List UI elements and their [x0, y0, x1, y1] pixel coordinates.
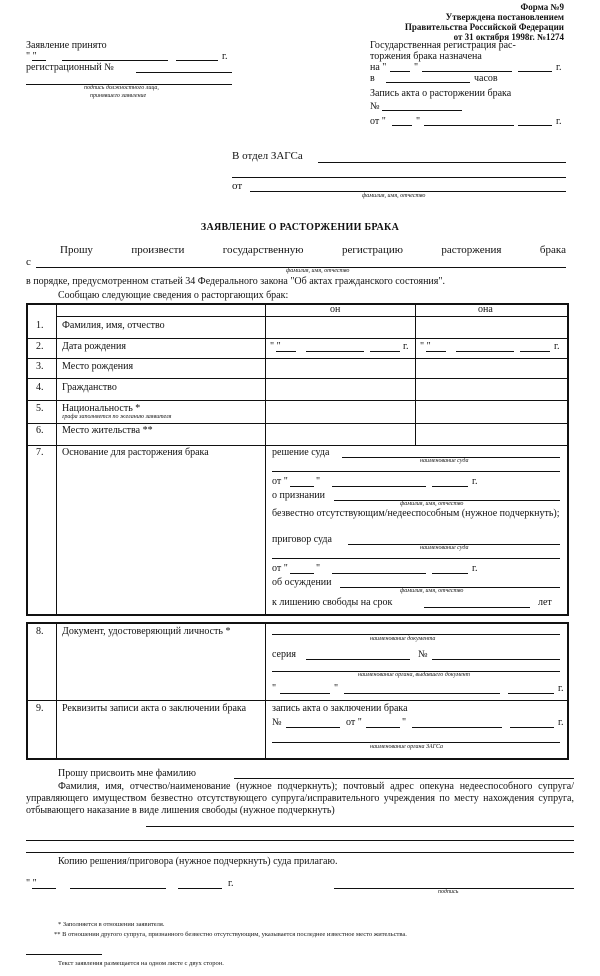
she-birth-month-line[interactable] — [456, 351, 514, 352]
row-number: 4. — [36, 382, 44, 393]
guardian-info-line-2[interactable] — [26, 840, 574, 841]
row-number: 5. — [36, 403, 44, 414]
decision-year-suffix: г. — [472, 476, 478, 487]
verdict-day-line[interactable] — [290, 573, 314, 574]
divorce-record-year-suffix: г. — [556, 116, 562, 127]
decision-date-label: от " — [272, 476, 288, 487]
application-received-label: Заявление принято — [26, 40, 107, 51]
recognition-label: о признании — [272, 490, 325, 501]
scheduled-year-suffix: г. — [556, 62, 562, 73]
divorce-record-day-line[interactable] — [392, 125, 412, 126]
zags-office-line-2[interactable] — [232, 177, 566, 178]
row-number: 7. — [36, 447, 44, 458]
marriage-record-month-line[interactable] — [412, 727, 502, 728]
row8-number: 8. — [36, 626, 44, 637]
signature-year-suffix: г. — [228, 878, 234, 889]
footnote-3: Текст заявления размещается на одном листе с двух сторон. — [58, 960, 224, 967]
identity-doc-line[interactable] — [272, 634, 560, 635]
approval-line-3: от 31 октября 1998г. №1274 — [453, 32, 564, 42]
copy-attached-text: Копию решения/приговора (нужное подчеркнуть) суда прилагаю. — [58, 856, 338, 867]
footnote-separator — [26, 954, 102, 955]
marriage-record-year-line[interactable] — [510, 727, 554, 728]
zags-office-line[interactable] — [318, 162, 566, 163]
signature-caption: подпись — [438, 889, 459, 895]
scheduled-day-line[interactable] — [390, 71, 410, 72]
verdict-year-line[interactable] — [432, 573, 468, 574]
he-birth-day-line[interactable] — [276, 351, 296, 352]
row-label: Основание для расторжения брака — [62, 447, 209, 458]
request-word-5: расторжения — [441, 244, 502, 256]
she-birth-date-quote: " " — [420, 341, 431, 352]
marriage-record-label: запись акта о заключении брака — [272, 703, 408, 714]
he-birth-year-suffix: г. — [403, 341, 409, 352]
imprisonment-label: к лишению свободы на срок — [272, 597, 393, 608]
guardian-info-line-3[interactable] — [26, 852, 574, 853]
received-day-line[interactable] — [32, 60, 46, 61]
request-word-3: государственную — [222, 244, 304, 256]
series-line[interactable] — [306, 659, 410, 660]
signature-day-line[interactable] — [32, 888, 56, 889]
request-word-6: брака — [539, 244, 566, 256]
divorce-record-number-line[interactable] — [382, 110, 462, 111]
signature-year-line[interactable] — [178, 888, 222, 889]
issuer-caption: наименование органа, выдавшего документ — [358, 672, 470, 678]
divorce-record-number-label: № — [370, 101, 380, 112]
guardian-info-paragraph: Фамилия, имя, отчество/наименование (нужное подчеркнуть); почтовый адрес опекуна недееспособного супруга/управляющего имуществом безвестно отсутствующего супруга/исправительного учреждения по месту нахождения супруга, отбывающего наказание в виде лишения свободы (нужное подчеркнуть) — [26, 781, 574, 816]
row-label: Фамилия, имя, отчество — [62, 320, 165, 331]
zags-office-label: В отдел ЗАГСа — [232, 150, 303, 162]
form-number: Форма №9 — [520, 2, 564, 12]
row-label: Национальность * — [62, 403, 141, 414]
decision-day-line[interactable] — [290, 486, 314, 487]
decision-year-line[interactable] — [432, 486, 468, 487]
divorce-record-date-label: от " — [370, 116, 386, 127]
footnote-2: ** В отношении другого супруга, признанного безвестно отсутствующим, указывается последнее известное место жительства. — [54, 931, 407, 938]
missing-incapable-text: безвестно отсутствующим/недееспособным (нужное подчеркнуть); — [272, 508, 560, 519]
received-date-quote: " " — [26, 51, 37, 62]
request-line-1 — [60, 244, 566, 256]
request-info-intro: Сообщаю следующие сведения о расторгающих брак: — [58, 290, 289, 301]
decision-quote-close: " — [316, 476, 321, 487]
scheduled-hours-label: часов — [474, 73, 498, 84]
verdict-quote-close: " — [316, 563, 321, 574]
imprisonment-term-line[interactable] — [424, 607, 530, 608]
verdict-year-suffix: г. — [472, 563, 478, 574]
column-she: она — [478, 304, 493, 315]
identity-doc-caption: наименование документа — [370, 636, 436, 642]
registration-scheduled-line-1: Государственная регистрация рас- — [370, 40, 516, 51]
marriage-record-number-line[interactable] — [286, 727, 340, 728]
imprisonment-years-label: лет — [538, 597, 552, 608]
request-with-label: с — [26, 256, 31, 268]
request-word-1: Прошу — [60, 244, 93, 256]
spouse-name-caption: фамилия, имя, отчество — [286, 268, 350, 274]
he-birth-month-line[interactable] — [306, 351, 364, 352]
row-label: Дата рождения — [62, 341, 126, 352]
registration-number-label: регистрационный № — [26, 62, 114, 73]
request-word-4: регистрацию — [341, 244, 403, 256]
surname-request-line[interactable] — [234, 778, 574, 779]
approval-line-2: Правительства Российской Федерации — [404, 22, 564, 32]
marriage-record-date-label: от " — [346, 717, 362, 728]
row-label: Место рождения — [62, 361, 134, 372]
marriage-record-number-label: № — [272, 717, 282, 728]
marriage-record-quote-close: " — [402, 717, 407, 728]
divorce-record-quote-close: " — [416, 116, 421, 127]
verdict-month-line[interactable] — [332, 573, 426, 574]
she-birth-day-line[interactable] — [426, 351, 446, 352]
row-number: 6. — [36, 425, 44, 436]
marriage-zags-caption: наименование органа ЗАГСа — [370, 744, 444, 750]
received-year-suffix: г. — [222, 51, 228, 62]
verdict-court-caption: наименование суда — [420, 545, 469, 551]
row9-number: 9. — [36, 703, 44, 714]
applicant-name-line[interactable] — [250, 191, 566, 192]
conviction-name-caption: фамилия, имя, отчество — [400, 588, 464, 594]
issue-month-line[interactable] — [344, 693, 500, 694]
she-birth-year-line[interactable] — [520, 351, 550, 352]
row-sublabel: графа заполняется по желанию заявителя — [62, 414, 172, 420]
court-decision-label: решение суда — [272, 447, 330, 458]
registration-scheduled-line-2: торжения брака назначена — [370, 51, 482, 62]
scheduled-hour-line[interactable] — [386, 82, 470, 83]
row8-label: Документ, удостоверяющий личность * — [62, 626, 231, 637]
issue-date-quote-close: " — [334, 683, 339, 694]
scheduled-month-line[interactable] — [422, 71, 512, 72]
series-label: серия — [272, 649, 296, 660]
row-number: 2. — [36, 341, 44, 352]
doc-number-label: № — [418, 649, 428, 660]
court-name-caption: наименование суда — [420, 458, 469, 464]
scheduled-year-line[interactable] — [518, 71, 552, 72]
divorce-record-title: Запись акта о расторжении брака — [370, 88, 512, 99]
decision-month-line[interactable] — [332, 486, 426, 487]
signature-month-line[interactable] — [70, 888, 166, 889]
he-birth-year-line[interactable] — [370, 351, 400, 352]
signature-date-quote: " " — [26, 878, 37, 889]
applicant-name-caption: фамилия, имя, отчество — [362, 193, 426, 199]
verdict-date-label: от " — [272, 563, 288, 574]
official-signature-caption-2: принявшего заявление — [90, 93, 147, 99]
official-signature-caption-1: подпись должностного лица, — [84, 85, 159, 91]
row9-label: Реквизиты записи акта о заключении брака — [62, 703, 247, 714]
scheduled-quote-close: " — [414, 62, 419, 73]
scheduled-on-label: на " — [370, 62, 387, 73]
request-legal-basis: в порядке, предусмотренном статьей 34 Федерального закона "Об актах гражданского состояния". — [26, 276, 445, 287]
marriage-record-year-suffix: г. — [558, 717, 564, 728]
doc-number-line[interactable] — [432, 659, 560, 660]
recognition-name-caption: фамилия, имя, отчество — [400, 501, 464, 507]
verdict-label: приговор суда — [272, 534, 332, 545]
issue-year-line[interactable] — [508, 693, 554, 694]
verdict-court-line-2[interactable] — [272, 558, 560, 559]
divorce-record-year-line[interactable] — [518, 125, 552, 126]
applicant-from-label: от — [232, 180, 243, 192]
received-year-line[interactable] — [176, 60, 218, 61]
document-title: ЗАЯВЛЕНИЕ О РАСТОРЖЕНИИ БРАКА — [200, 222, 400, 233]
row-number: 1. — [36, 320, 44, 331]
request-word-2: произвести — [131, 244, 185, 256]
guardian-info-line-1[interactable] — [146, 826, 574, 827]
row-label: Гражданство — [62, 382, 117, 393]
surname-request-label: Прошу присвоить мне фамилию — [58, 768, 197, 779]
approval-line-1: Утверждена постановлением — [445, 12, 564, 22]
court-decision-line-2[interactable] — [272, 471, 560, 472]
conviction-label: об осуждении — [272, 577, 332, 588]
registration-number-line[interactable] — [136, 72, 232, 73]
she-birth-year-suffix: г. — [554, 341, 560, 352]
row-label: Место жительства ** — [62, 425, 153, 436]
he-birth-date-quote: " " — [270, 341, 281, 352]
row-number: 3. — [36, 361, 44, 372]
column-he: он — [330, 304, 341, 315]
issue-year-suffix: г. — [558, 683, 564, 694]
received-month-line[interactable] — [62, 60, 168, 61]
footnote-1: * Заполняется в отношении заявителя. — [58, 921, 165, 928]
scheduled-at-label: в — [370, 73, 375, 84]
divorce-record-month-line[interactable] — [424, 125, 514, 126]
issue-date-quote-open: " — [272, 683, 277, 694]
issue-day-line[interactable] — [280, 693, 330, 694]
marriage-zags-line[interactable] — [272, 742, 560, 743]
marriage-record-day-line[interactable] — [366, 727, 400, 728]
